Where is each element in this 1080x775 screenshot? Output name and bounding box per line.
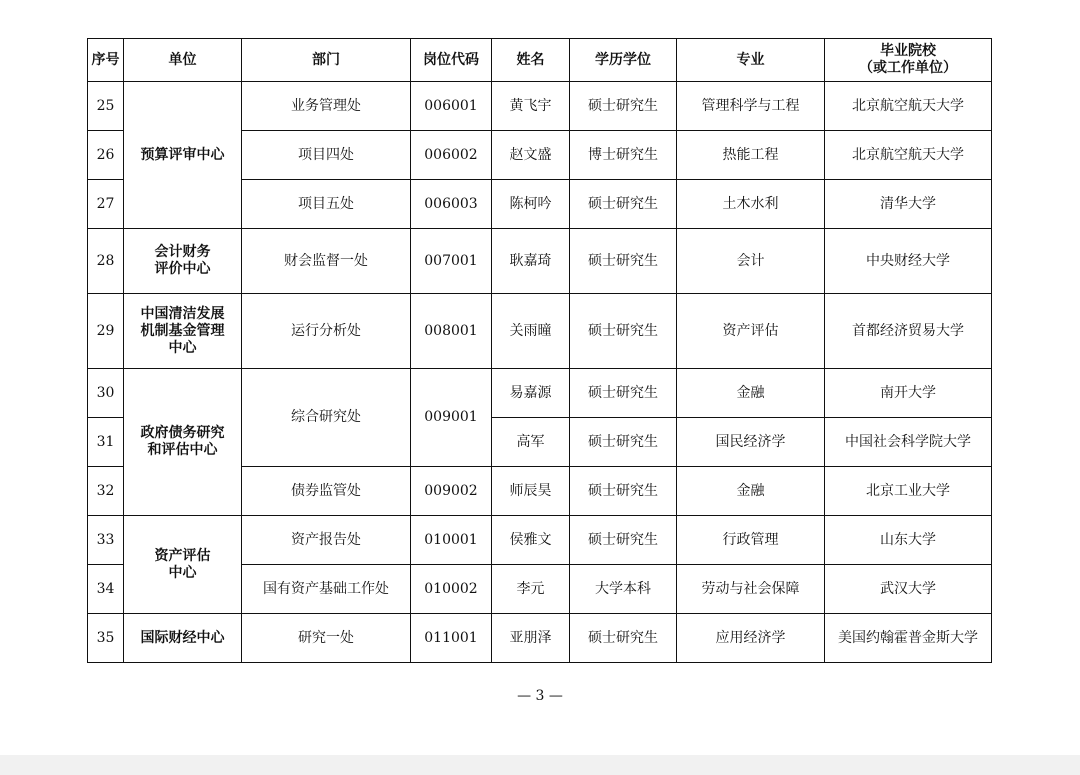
- school-cell: 首都经济贸易大学: [825, 294, 992, 369]
- name-cell: 易嘉源: [492, 369, 570, 418]
- degree-cell: 硕士研究生: [570, 467, 677, 516]
- dept-cell: 项目四处: [242, 131, 411, 180]
- name-cell: 陈柯吟: [492, 180, 570, 229]
- degree-cell: 硕士研究生: [570, 180, 677, 229]
- degree-cell: 硕士研究生: [570, 229, 677, 294]
- row-number: 33: [88, 516, 124, 565]
- school-cell: 北京航空航天大学: [825, 131, 992, 180]
- row-number: 25: [88, 82, 124, 131]
- row-number: 29: [88, 294, 124, 369]
- dept-cell: 资产报告处: [242, 516, 411, 565]
- unit-cell: 会计财务评价中心: [124, 229, 242, 294]
- dept-cell: 债券监管处: [242, 467, 411, 516]
- major-cell: 热能工程: [677, 131, 825, 180]
- row-number: 30: [88, 369, 124, 418]
- dept-cell: 研究一处: [242, 614, 411, 663]
- personnel-table: [87, 38, 992, 663]
- unit-cell: 中国清洁发展机制基金管理中心: [124, 294, 242, 369]
- name-cell: 师辰昊: [492, 467, 570, 516]
- header-cell: 序号: [88, 39, 124, 82]
- degree-cell: 硕士研究生: [570, 516, 677, 565]
- table-row: [88, 229, 992, 294]
- row-number: 27: [88, 180, 124, 229]
- school-cell: 南开大学: [825, 369, 992, 418]
- school-cell: 中国社会科学院大学: [825, 418, 992, 467]
- code-cell: 006002: [411, 131, 492, 180]
- degree-cell: 硕士研究生: [570, 614, 677, 663]
- row-number: 32: [88, 467, 124, 516]
- dept-cell: 国有资产基础工作处: [242, 565, 411, 614]
- major-cell: 金融: [677, 467, 825, 516]
- school-cell: 北京工业大学: [825, 467, 992, 516]
- major-cell: 劳动与社会保障: [677, 565, 825, 614]
- table-row: [88, 516, 992, 565]
- viewer-bottom-bar: [0, 755, 1080, 775]
- degree-cell: 硕士研究生: [570, 294, 677, 369]
- unit-cell: 政府债务研究和评估中心: [124, 369, 242, 516]
- school-cell: 山东大学: [825, 516, 992, 565]
- major-cell: 管理科学与工程: [677, 82, 825, 131]
- name-cell: 高军: [492, 418, 570, 467]
- unit-cell: 资产评估中心: [124, 516, 242, 614]
- major-cell: 金融: [677, 369, 825, 418]
- major-cell: 会计: [677, 229, 825, 294]
- header-cell: 姓名: [492, 39, 570, 82]
- major-cell: 土木水利: [677, 180, 825, 229]
- table-row: [88, 294, 992, 369]
- name-cell: 亚朋泽: [492, 614, 570, 663]
- school-cell: 北京航空航天大学: [825, 82, 992, 131]
- table-row: [88, 369, 992, 418]
- row-number: 31: [88, 418, 124, 467]
- code-cell: 008001: [411, 294, 492, 369]
- major-cell: 资产评估: [677, 294, 825, 369]
- dept-cell: 综合研究处: [242, 369, 411, 467]
- dept-cell: 财会监督一处: [242, 229, 411, 294]
- degree-cell: 硕士研究生: [570, 418, 677, 467]
- code-cell: 006003: [411, 180, 492, 229]
- dept-cell: 业务管理处: [242, 82, 411, 131]
- table-header-row: [88, 39, 992, 82]
- school-cell: 中央财经大学: [825, 229, 992, 294]
- row-number: 28: [88, 229, 124, 294]
- header-cell: 毕业院校 （或工作单位）: [825, 39, 992, 82]
- name-cell: 李元: [492, 565, 570, 614]
- page-number: — 3 —: [517, 688, 563, 704]
- header-cell: 单位: [124, 39, 242, 82]
- name-cell: 侯雅文: [492, 516, 570, 565]
- code-cell: 007001: [411, 229, 492, 294]
- school-cell: 美国约翰霍普金斯大学: [825, 614, 992, 663]
- code-cell: 006001: [411, 82, 492, 131]
- table-row: [88, 614, 992, 663]
- name-cell: 关雨曈: [492, 294, 570, 369]
- name-cell: 耿嘉琦: [492, 229, 570, 294]
- school-cell: 清华大学: [825, 180, 992, 229]
- dept-cell: 项目五处: [242, 180, 411, 229]
- school-cell: 武汉大学: [825, 565, 992, 614]
- unit-cell: 国际财经中心: [124, 614, 242, 663]
- unit-cell: 预算评审中心: [124, 82, 242, 229]
- name-cell: 赵文盛: [492, 131, 570, 180]
- degree-cell: 硕士研究生: [570, 369, 677, 418]
- major-cell: 行政管理: [677, 516, 825, 565]
- code-cell: 011001: [411, 614, 492, 663]
- header-cell: 学历学位: [570, 39, 677, 82]
- degree-cell: 硕士研究生: [570, 82, 677, 131]
- header-cell: 部门: [242, 39, 411, 82]
- dept-cell: 运行分析处: [242, 294, 411, 369]
- code-cell: 010002: [411, 565, 492, 614]
- degree-cell: 大学本科: [570, 565, 677, 614]
- code-cell: 010001: [411, 516, 492, 565]
- row-number: 26: [88, 131, 124, 180]
- code-cell: 009002: [411, 467, 492, 516]
- major-cell: 应用经济学: [677, 614, 825, 663]
- table-row: [88, 82, 992, 131]
- name-cell: 黄飞宇: [492, 82, 570, 131]
- row-number: 35: [88, 614, 124, 663]
- header-cell: 专业: [677, 39, 825, 82]
- header-cell: 岗位代码: [411, 39, 492, 82]
- code-cell: 009001: [411, 369, 492, 467]
- row-number: 34: [88, 565, 124, 614]
- degree-cell: 博士研究生: [570, 131, 677, 180]
- major-cell: 国民经济学: [677, 418, 825, 467]
